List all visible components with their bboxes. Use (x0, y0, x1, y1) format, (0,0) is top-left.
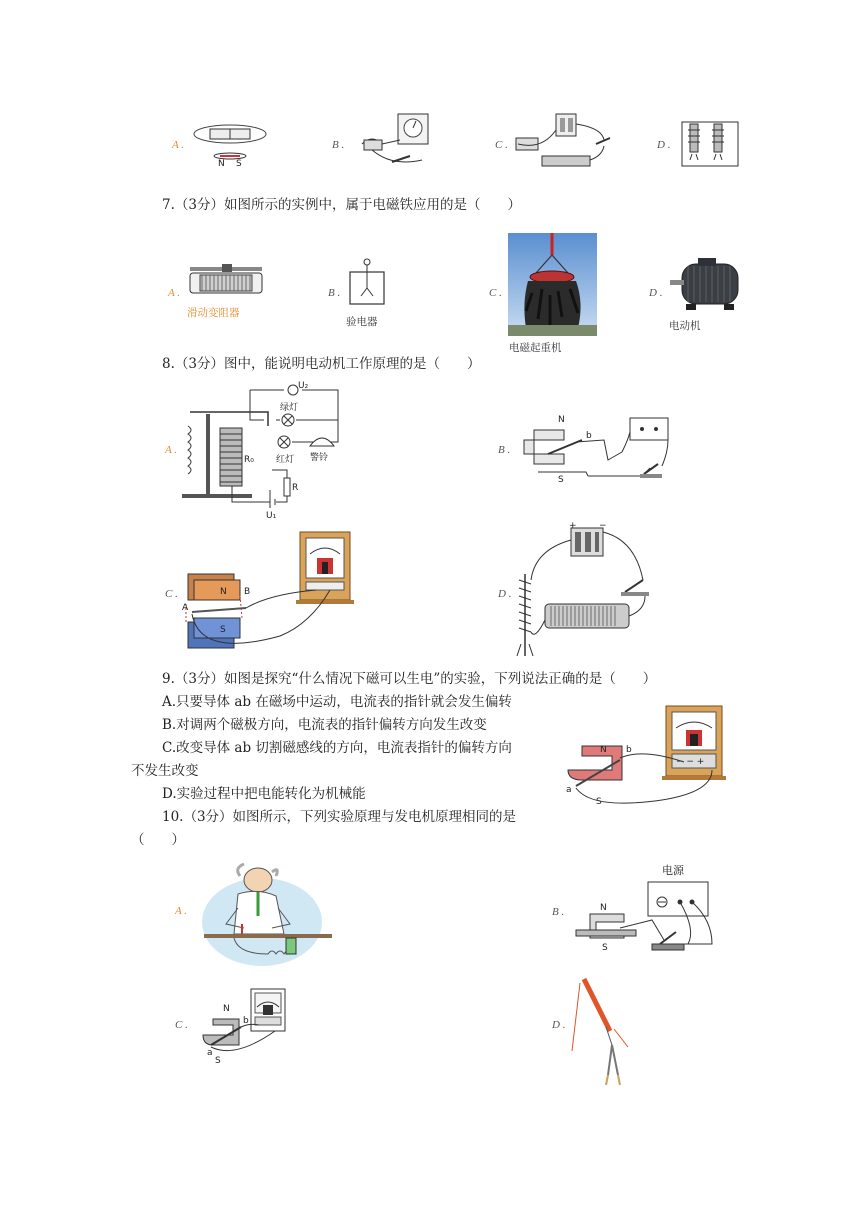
label-n: N (223, 1004, 230, 1014)
label-b: b (626, 745, 632, 755)
induction-with-galvanometer (180, 528, 360, 658)
label-b: b (243, 1016, 249, 1026)
question-9-stem: 9.（3分）如图是探究“什么情况下磁可以生电”的实验，下列说法正确的是（ ） (162, 671, 657, 687)
svg-text:−: − (599, 521, 607, 531)
label-s: S (215, 1056, 221, 1066)
label-a: A (182, 603, 189, 613)
label-n: N (600, 903, 607, 913)
question-10-stem-paren: （ ） (131, 832, 185, 848)
svg-text:S: S (236, 159, 242, 169)
q9-choice-c-line1: C.改变导体 ab 切割磁感线的方向，电流表指针的偏转方向 (162, 740, 512, 756)
electromagnetic-relay-circuit (180, 380, 350, 520)
q7-option-b-letter: B . (328, 287, 341, 299)
q6-figure-d (676, 118, 746, 168)
label-u2: U₂ (298, 381, 309, 391)
q8-option-c-letter: C . (165, 588, 178, 600)
label-n: N (558, 415, 565, 425)
q7-option-a-letter: A . (168, 287, 181, 299)
label-bell: 警铃 (310, 453, 329, 463)
electromagnet-circuit (515, 520, 665, 660)
q6-figure-a (190, 118, 270, 168)
label-power: 电源 (662, 864, 684, 877)
scientist-experiment-figure (198, 858, 338, 968)
label-s: S (220, 625, 226, 635)
label-green-light: 绿灯 (280, 403, 299, 413)
q8-option-a-letter: A . (165, 444, 178, 456)
rheostat-figure (186, 263, 266, 299)
q7-option-d-letter: D . (649, 287, 663, 299)
q7-caption-a: 滑动变阻器 (187, 307, 240, 319)
q10-option-c-letter: C . (175, 1019, 188, 1031)
svg-text:− − +: − − + (676, 757, 705, 767)
q10-motor-circuit (572, 860, 722, 970)
label-red-light: 红灯 (276, 455, 295, 465)
q10-induction-figure (195, 985, 295, 1065)
q6-option-a-letter: A . (172, 139, 185, 151)
q9-choice-c-line2: 不发生改变 (131, 763, 199, 779)
motor-principle-circuit (518, 412, 678, 492)
label-b: B (244, 587, 251, 597)
charged-rod-figure (570, 975, 650, 1105)
q10-option-a-letter: A . (175, 905, 188, 917)
q8-option-b-letter: B . (498, 444, 511, 456)
label-n: N (600, 745, 607, 755)
label-r: R (292, 483, 299, 493)
label-s: S (558, 475, 564, 485)
svg-text:N: N (218, 159, 225, 169)
q7-caption-d: 电动机 (669, 320, 701, 332)
label-s: S (602, 943, 608, 953)
question-7-stem: 7.（3分）如图所示的实例中，属于电磁铁应用的是（ ） (162, 197, 521, 213)
q8-option-d-letter: D . (498, 588, 512, 600)
q6-option-b-letter: B . (332, 139, 345, 151)
q6-figure-c (512, 110, 622, 175)
q9-induction-figure (562, 700, 732, 810)
label-a: a (207, 1048, 213, 1058)
q9-choice-b: B.对调两个磁极方向，电流表的指针偏转方向发生改变 (162, 717, 487, 733)
q9-choice-a: A.只要导体 ab 在磁场中运动，电流表的指针就会发生偏转 (162, 694, 512, 710)
label-b: b (586, 431, 592, 441)
label-u1: U₁ (266, 511, 277, 521)
question-10-stem: 10.（3分）如图所示，下列实验原理与发电机原理相同的是 (162, 809, 517, 825)
label-a: a (566, 785, 572, 795)
q6-option-c-letter: C . (495, 139, 508, 151)
svg-text:+: + (569, 521, 577, 531)
q6-figure-b (352, 112, 442, 172)
electroscope-figure (348, 258, 388, 308)
electric-motor-figure (668, 258, 748, 314)
label-r0: R₀ (244, 455, 254, 465)
q10-option-d-letter: D . (552, 1019, 566, 1031)
q7-option-c-letter: C . (489, 287, 502, 299)
q9-choice-d: D.实验过程中把电能转化为机械能 (162, 786, 366, 802)
label-s: S (596, 797, 602, 807)
label-n: N (220, 587, 227, 597)
electromagnetic-crane-photo (508, 233, 597, 336)
q7-caption-c: 电磁起重机 (509, 342, 562, 354)
q10-option-b-letter: B . (552, 906, 565, 918)
q7-caption-b: 验电器 (346, 316, 378, 328)
q6-option-d-letter: D . (657, 139, 671, 151)
question-8-stem: 8.（3分）图中，能说明电动机工作原理的是（ ） (162, 356, 481, 372)
